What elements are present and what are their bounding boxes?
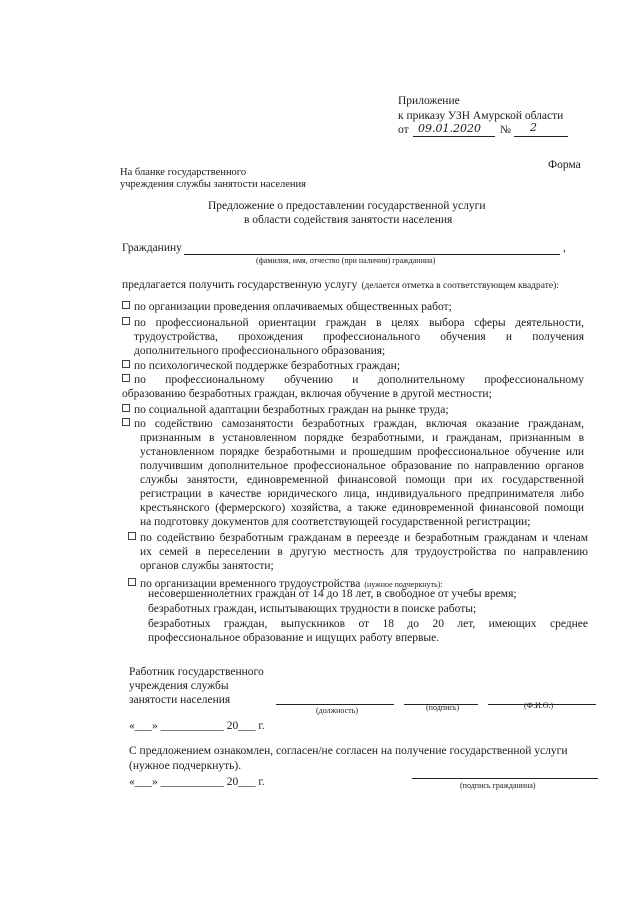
worker-name-caption: (Ф.И.О.) (524, 701, 554, 710)
temporary-employment-hardship: безработных граждан, испытывающих трудности в поиске работы; (148, 603, 477, 615)
order-date-handwritten: 09.01.2020 (418, 122, 481, 135)
option-vocational-training-line-2: образованию безработных граждан, включая обучение в другой местности; (122, 388, 492, 400)
order-number-prefix: № (500, 124, 511, 136)
order-date-prefix: от (398, 124, 409, 136)
worker-position-line (276, 704, 394, 705)
option-self-employment (122, 418, 134, 430)
citizen-comma: , (563, 242, 566, 254)
option-temporary-employment-title: по организации временного трудоустройства (140, 578, 361, 590)
option-career-guidance-line-1: по профессиональной ориентации граждан в целях выбора сферы деятельности, (134, 317, 584, 329)
option-self-employment-checkbox[interactable] (122, 418, 130, 426)
option-self-employment-line-8: на подготовку документов для соответствующей государственной регистрации; (140, 516, 531, 528)
consent-signature-line (412, 778, 598, 779)
option-self-employment-line-4: получившим дополнительное профессиональное образование по направлению органов (140, 460, 584, 472)
consent-line-1: С предложением ознакомлен, согласен/не согласен на получение государственной услуги (129, 745, 568, 757)
order-reference: к приказу УЗН Амурской области (398, 110, 564, 122)
option-public-works-checkbox[interactable] (122, 301, 130, 309)
worker-position-caption: (должность) (316, 706, 358, 715)
option-social-adaptation: по социальной адаптации безработных граждан на рынке труда; (122, 404, 449, 416)
option-relocation (128, 532, 140, 544)
offer-note: (делается отметка в соответствующем квадрате): (361, 281, 559, 291)
option-relocation-line-3: органов службы занятости; (140, 560, 274, 572)
option-career-guidance-line-3: дополнительного профессионального образования; (134, 345, 386, 357)
letterhead-line-1: На бланке государственного (120, 167, 247, 178)
option-relocation-checkbox[interactable] (128, 532, 136, 540)
option-career-guidance (122, 317, 134, 329)
order-date-line (413, 136, 495, 137)
temporary-employment-graduates-line-1: безработных граждан, выпускников от 18 до 20 лет, имеющих среднее (148, 618, 588, 630)
offer-line (122, 275, 559, 293)
option-self-employment-line-3: установленном порядке безработными и прошедшим профессиональное обучение или (140, 446, 584, 458)
temporary-employment-graduates-line-2: профессиональное образование и ищущих работу впервые. (148, 632, 440, 644)
consent-line-2: (нужное подчеркнуть). (129, 760, 242, 772)
letterhead-line-2: учреждения службы занятости населения (120, 179, 306, 190)
temporary-employment-minors: несовершеннолетних граждан от 14 до 18 лет, в свободное от учебы время; (148, 588, 517, 600)
worker-signature-caption: (подпись) (426, 703, 460, 712)
order-number-line (514, 136, 568, 137)
option-vocational-training-line-1: по профессиональному обучению и дополнительному профессиональному (134, 374, 584, 386)
option-psych-support-checkbox[interactable] (122, 360, 130, 368)
option-career-guidance-line-2: трудоустройства, прохождения профессионального обучения и получения (134, 331, 584, 343)
worker-label-line-1: Работник государственного (129, 666, 264, 678)
worker-label-line-3: занятости населения (129, 694, 231, 706)
option-relocation-line-2: их семей в переселении в другую местность для трудоустройства по направлению (140, 546, 588, 558)
citizen-caption: (фамилия, имя, отчество (при наличии) гражданина) (256, 256, 436, 265)
option-public-works: по организации проведения оплачиваемых общественных работ; (122, 301, 452, 313)
order-number-handwritten: 2 (530, 121, 537, 134)
option-self-employment-line-5: службы занятости, единовременной финансовой помощи при их государственной (140, 474, 584, 486)
worker-label-line-2: учреждения службы (129, 680, 229, 692)
worker-date-line: «___» ___________ 20___ г. (129, 720, 265, 732)
title-line-2: в области содействия занятости населения (244, 214, 453, 226)
option-social-adaptation-checkbox[interactable] (122, 404, 130, 412)
title-line-1: Предложение о предоставлении государственной услуги (208, 200, 486, 212)
form-label: Форма (548, 159, 581, 171)
option-self-employment-line-1: по содействию самозанятости безработных граждан, включая оказание гражданам, (134, 418, 584, 430)
option-self-employment-line-6: регистрации в качестве юридического лица, индивидуального предпринимателя либо (140, 488, 584, 500)
option-vocational-training (122, 374, 134, 386)
option-self-employment-line-2: признанным в установленном порядке безработными, и гражданам, признанным в (140, 432, 584, 444)
option-psych-support: по психологической поддержке безработных граждан; (122, 360, 400, 372)
citizen-label: Гражданину (122, 242, 182, 254)
offer-text: предлагается получить государственную услугу (122, 279, 358, 291)
option-career-guidance-checkbox[interactable] (122, 317, 130, 325)
option-temporary-employment-note: (нужное подчеркнуть): (364, 580, 443, 589)
consent-date-line: «___» ___________ 20___ г. (129, 776, 265, 788)
citizen-name-line (184, 254, 560, 255)
option-relocation-line-1: по содействию безработным гражданам в переезде и безработным гражданам и членам (140, 532, 588, 544)
option-vocational-training-checkbox[interactable] (122, 374, 130, 382)
appendix-label: Приложение (398, 95, 460, 107)
consent-signature-caption: (подпись гражданина) (460, 781, 536, 790)
option-temporary-employment-checkbox[interactable] (128, 578, 136, 586)
option-self-employment-line-7: крестьянского (фермерского) хозяйства, а также единовременной финансовой помощи (140, 502, 584, 514)
